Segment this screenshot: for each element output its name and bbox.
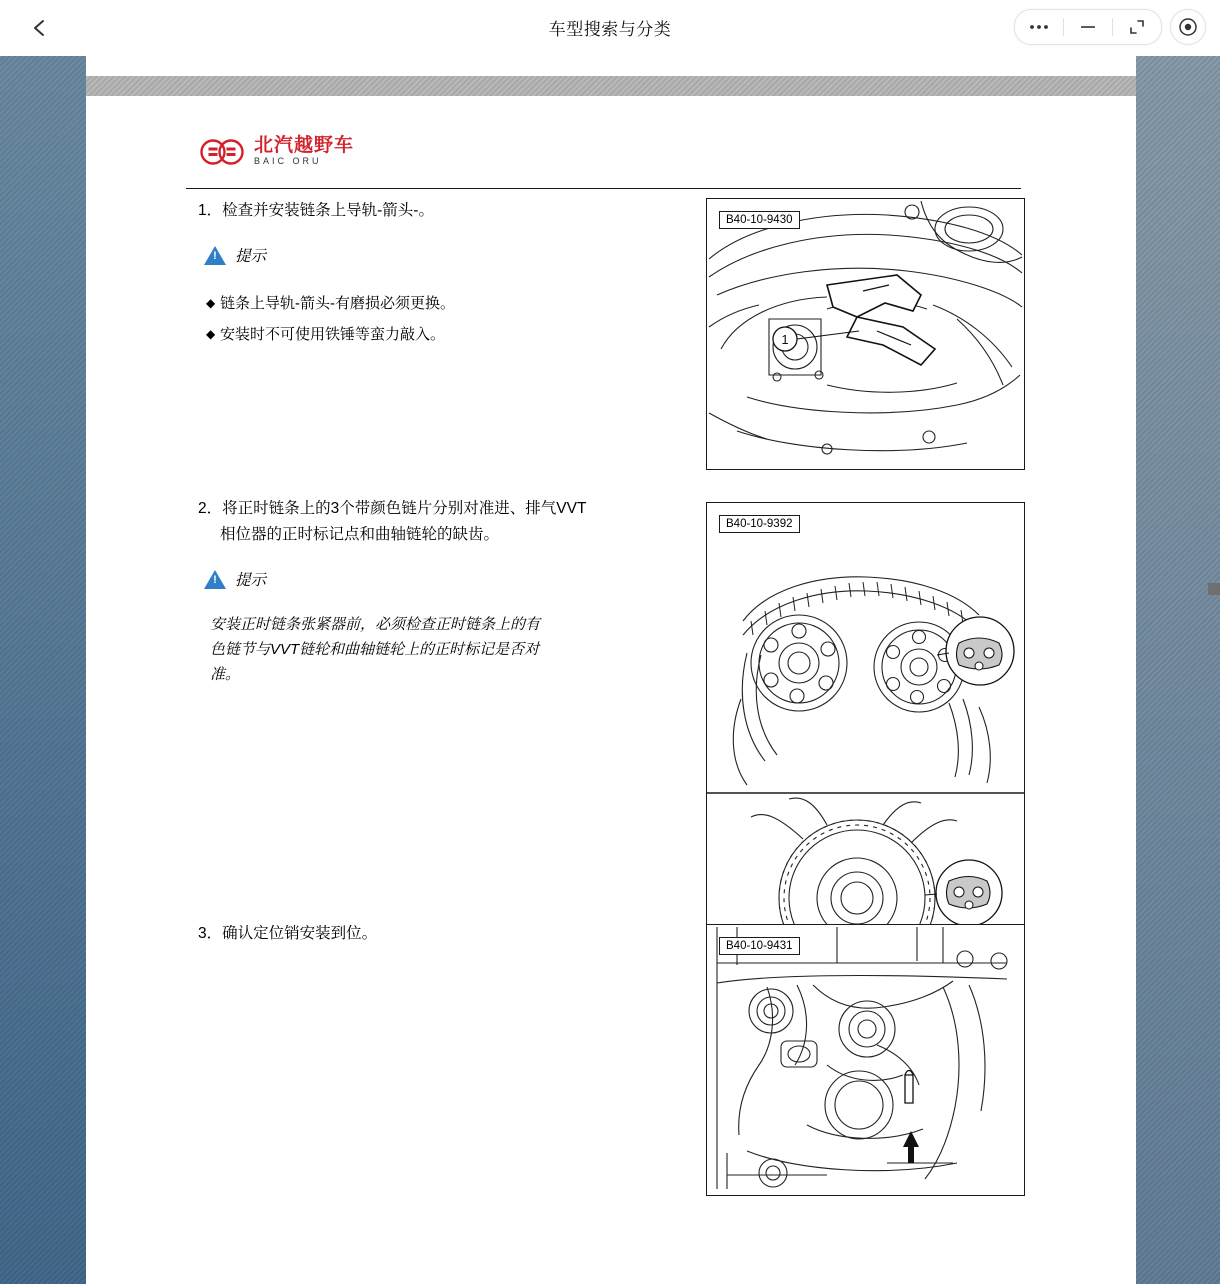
step-1-note-header — [204, 244, 266, 266]
figure-2-code: B40-10-9392 — [719, 515, 800, 533]
step-2-note-line3: 准。 — [210, 666, 241, 683]
step-1-body: 检查并安装链条上导轨-箭头-。 — [222, 202, 434, 219]
baic-oru-logo-icon — [200, 137, 246, 167]
list-item — [206, 319, 666, 350]
minimize-icon — [1079, 22, 1097, 32]
document-page — [86, 96, 1136, 1284]
list-item — [206, 288, 666, 319]
more-horizontal-icon — [1029, 23, 1049, 31]
step-1-bullet-list — [206, 288, 666, 350]
step-1-number: 1 — [198, 202, 207, 219]
bullet-text: 链条上导轨-箭头-有磨损必须更换。 — [220, 295, 455, 312]
step-3-text — [198, 921, 377, 947]
step-3-body: 确认定位销安装到位。 — [222, 925, 378, 942]
step-2-note-paragraph — [210, 612, 610, 687]
figure-1-illustration — [707, 199, 1024, 469]
title-bar — [0, 0, 1220, 56]
brand-name-cn: 北汽越野车 — [254, 135, 355, 156]
brand-name-en: BAIC ORU — [254, 156, 322, 166]
more-button[interactable] — [1015, 10, 1063, 44]
figure-2 — [706, 502, 1025, 994]
vertical-scrollbar-thumb[interactable] — [1208, 583, 1220, 595]
window-title: 车型搜索与分类 — [548, 20, 672, 39]
bullet-text: 安装时不可使用铁锤等蛮力敲入。 — [220, 326, 446, 343]
step-1-separator: ． — [206, 202, 223, 219]
step-1-text — [198, 198, 434, 224]
target-button[interactable] — [1170, 9, 1206, 45]
figure-1 — [706, 198, 1025, 470]
figure-2-illustration — [707, 503, 1024, 993]
step-3-separator: ． — [206, 925, 223, 942]
header-rule — [186, 188, 1021, 189]
brand-logo — [200, 136, 354, 167]
figure-3 — [706, 924, 1025, 1196]
warning-triangle-icon — [204, 570, 226, 589]
minimize-button[interactable] — [1064, 10, 1112, 44]
window-controls — [1014, 9, 1206, 45]
step-2-body-line1: 将正时链条上的3个带颜色链片分别对准进、排气VVT — [222, 500, 587, 517]
warning-triangle-icon — [204, 246, 226, 265]
target-icon — [1178, 17, 1198, 37]
viewer-left-tint — [0, 56, 86, 1284]
step-3-number: 3 — [198, 925, 207, 942]
figure-3-illustration — [707, 925, 1024, 1195]
restore-button[interactable] — [1113, 10, 1161, 44]
step-2-body-line2: 相位器的正时标记点和曲轴链轮的缺齿。 — [220, 526, 500, 543]
viewer-right-tint — [1136, 56, 1220, 1284]
step-2-text — [198, 496, 638, 548]
bullet-marker-icon: ◆ — [206, 327, 216, 341]
restore-icon — [1128, 18, 1146, 36]
figure-3-code: B40-10-9431 — [719, 937, 800, 955]
step-2-separator: ． — [206, 500, 223, 517]
bullet-marker-icon: ◆ — [206, 296, 216, 310]
step-2-note-header — [204, 568, 266, 590]
figure-1-code: B40-10-9430 — [719, 211, 800, 229]
figure-1-callout-label: 1 — [781, 332, 789, 347]
step-2-number: 2 — [198, 500, 207, 517]
step-1-note-label: 提示 — [235, 248, 267, 265]
step-2-note-line2: 色链节与VVT链轮和曲轴链轮上的正时标记是否对 — [210, 641, 540, 658]
step-2-note-label: 提示 — [235, 572, 267, 589]
step-2-note-line1: 安装正时链条张紧器前，必须检查正时链条上的有 — [210, 616, 541, 633]
figure-3-arrow-icon — [903, 1131, 919, 1163]
